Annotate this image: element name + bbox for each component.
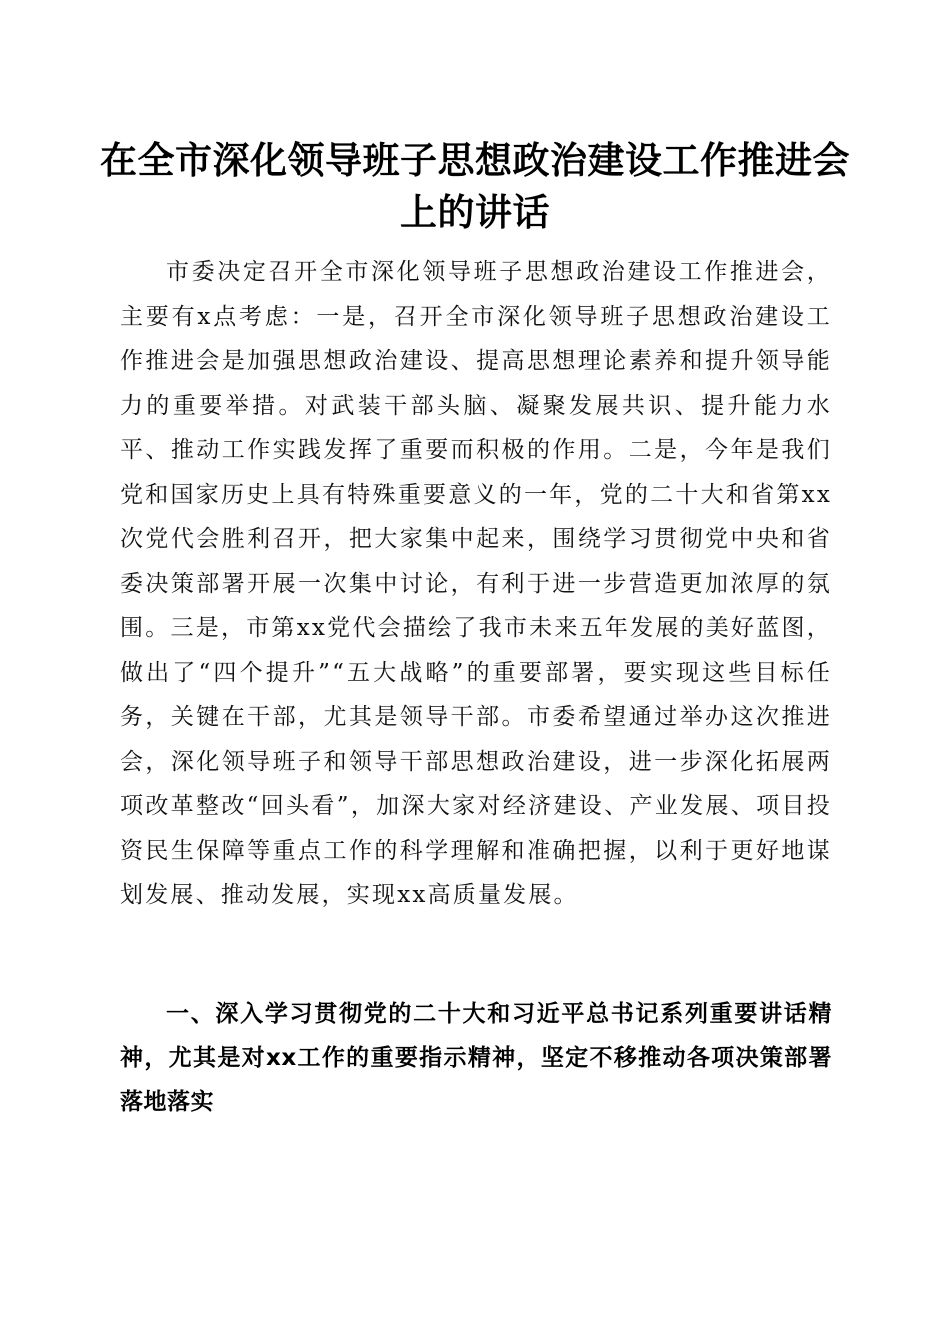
section-heading-1: 一、深入学习贯彻党的二十大和习近平总书记系列重要讲话精神，尤其是对xx工作的重要指示精神，坚定不移推动各项决策部署落地落实 bbox=[120, 1001, 832, 1115]
intro-paragraph: 市委决定召开全市深化领导班子思想政治建设工作推进会，主要有x点考虑：一是，召开全市深化领导班子思想政治建设工作推进会是加强思想政治建设、提高思想理论素养和提升领导能力的重要举措。对武装干部头脑、凝聚发展共识、提升能力水平、推动工作实践发挥了重要而积极的作用。二是，今年是我们党和国家历史上具有特殊重要意义的一年，党的二十大和省第xx次党代会胜利召开，把大家集中起来，围绕学习贯彻党中央和省委决策部署开展一次集中讨论，有利于进一步营造更加浓厚的氛围。三是，市第xx党代会描绘了我市未来五年发展的美好蓝图，做出了“四个提升”“五大战略”的重要部署，要实现这些目标任务，关键在干部，尤其是领导干部。市委希望通过举办这次推进会，深化领导班子和领导干部思想政治建设，进一步深化拓展两项改革整改“回头看”，加深大家对经济建设、产业发展、项目投资民生保障等重点工作的科学理解和准确把握，以利于更好地谋划发展、推动发展，实现xx高质量发展。 bbox=[120, 259, 832, 908]
document-title: 在全市深化领导班子思想政治建设工作推进会上的讲话 bbox=[100, 138, 850, 234]
